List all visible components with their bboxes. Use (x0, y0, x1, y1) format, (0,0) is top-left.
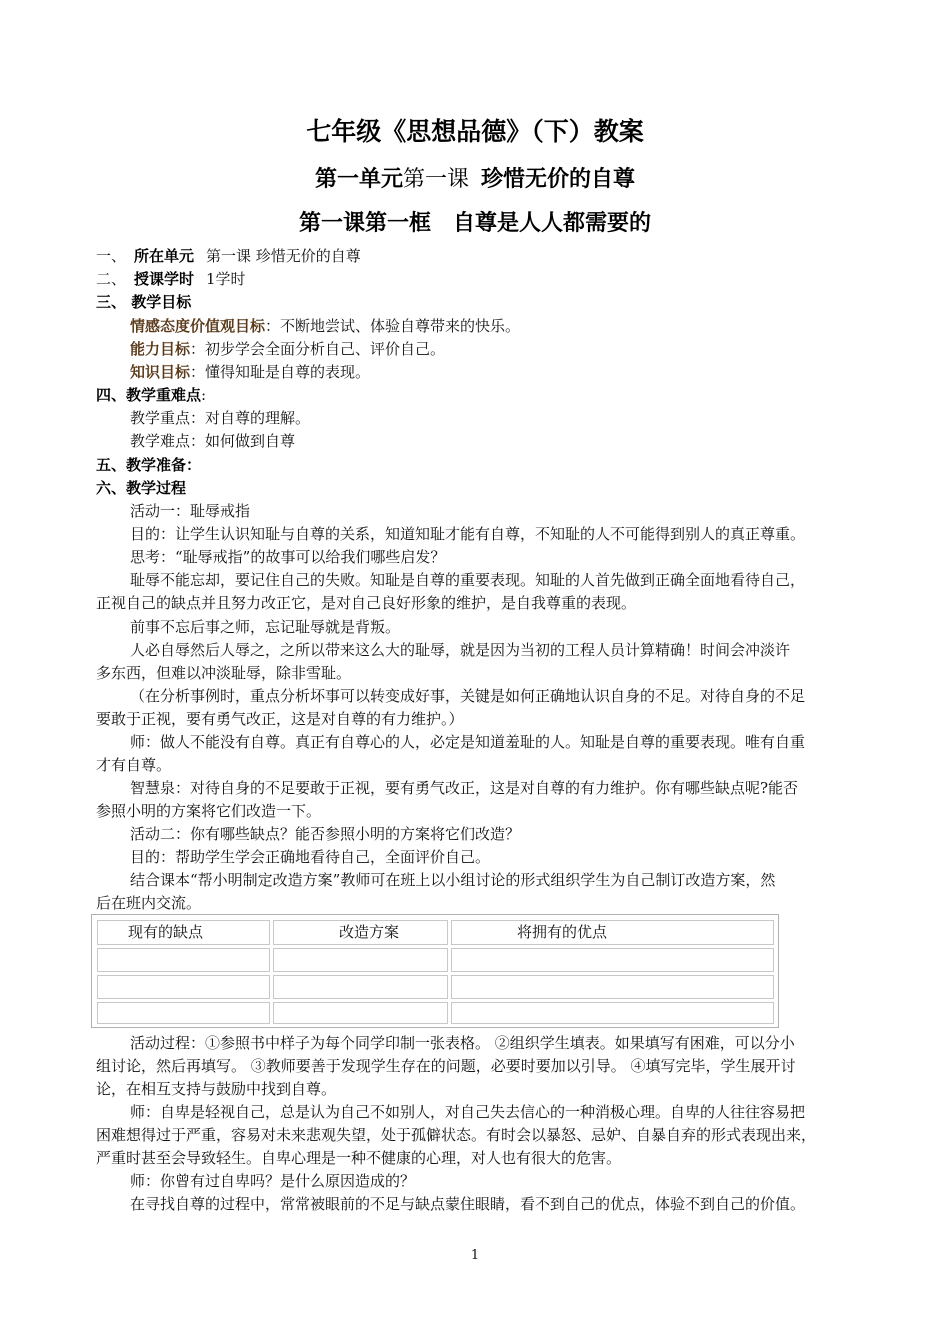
table-cell (97, 1002, 270, 1024)
item-value: 第一课 珍惜无价的自尊 (206, 247, 361, 265)
table-cell (273, 975, 448, 999)
goal-label: 知识目标 (130, 363, 191, 381)
table-cell (451, 1002, 774, 1024)
unit-title (0, 162, 950, 193)
table-cell (451, 948, 774, 972)
activity-two-title: 活动二：你有哪些缺点？能否参照小明的方案将它们改造？ (130, 825, 521, 843)
item-unit (96, 246, 361, 266)
key-point: 教学重点：对自尊的理解。 (130, 409, 311, 427)
header-strengths: 将拥有的优点 (517, 923, 608, 941)
table-cell (451, 975, 774, 999)
heading-text: 四、教学重难点 (96, 386, 202, 404)
goal-text: ：不断地尝试、体验自尊带来的快乐。 (265, 317, 521, 335)
item-number: 二、 (96, 270, 127, 288)
table-cell (97, 948, 270, 972)
table-header-cell (451, 920, 774, 945)
goal-label: 能力目标 (130, 340, 191, 358)
paragraph-line: 目的：让学生认识知耻与自尊的关系，知道知耻才能有自尊，不知耻的人不可能得到别人的真正尊重。 (130, 525, 806, 543)
paragraph-line: 后在班内交流。 (96, 894, 202, 912)
paragraph-line: 困难想得过于严重，容易对未来悲观失望，处于孤僻状态。有时会以暴怒、忌妒、自暴自弃的形式表现出来， (96, 1126, 817, 1144)
paragraph-line: 耻辱不能忘却，要记住自己的失败。知耻是自尊的重要表现。知耻的人首先做到正确全面地看待自己， (130, 571, 806, 589)
paragraph-line: 组讨论，然后再填写。 ③教师要善于发现学生存在的问题，必要时要加以引导。 ④填写完毕，学生展开讨 (96, 1057, 796, 1075)
goal-text: ：懂得知耻是自尊的表现。 (190, 363, 371, 381)
paragraph-line: 师：做人不能没有自尊。真正有自尊心的人，必定是知道羞耻的人。知耻是自尊的重要表现。唯有自重 (130, 733, 806, 751)
goal-text: ：初步学会全面分析自己、评价自己。 (190, 340, 446, 358)
heading-key-points (96, 385, 206, 405)
heading-goals: 三、 教学目标 (96, 293, 192, 311)
paragraph-line: 正视自己的缺点并且努力改正它，是对自己良好形象的维护，是自我尊重的表现。 (96, 594, 637, 612)
lesson-label: 第一课 (402, 167, 469, 192)
item-hours (96, 269, 246, 289)
heading-colon: : (201, 386, 207, 404)
paragraph-line: 人必自辱然后人辱之，之所以带来这么大的耻辱，就是因为当初的工程人员计算精确！时间会冲淡许 (130, 641, 791, 659)
item-value: 1学时 (206, 270, 246, 288)
paragraph-line: 在寻找自尊的过程中，常常被眼前的不足与缺点蒙住眼睛，看不到自己的优点，体验不到自己的价值。 (130, 1195, 806, 1213)
document-title: 七年级《思想品德》（下）教案 (306, 117, 644, 146)
paragraph-line: （在分析事例时，重点分析坏事可以转变成好事，关键是如何正确地认识自身的不足。对待自身的不足 (130, 687, 806, 705)
paragraph-line: 目的：帮助学生学会正确地看待自己，全面评价自己。 (130, 848, 491, 866)
paragraph-line: 智慧泉：对待自身的不足要敢于正视，要有勇气改正，这是对自尊的有力维护。你有哪些缺点呢?能否 (130, 779, 799, 797)
item-number: 一、 (96, 247, 127, 265)
paragraph-line: 严重时甚至会导致轻生。自卑心理是一种不健康的心理，对人也有很大的危害。 (96, 1149, 622, 1167)
paragraph-line: 师：自卑是轻视自己，总是认为自己不如别人，对自己失去信心的一种消极心理。自卑的人往往容易把 (130, 1103, 806, 1121)
table-cell (273, 1002, 448, 1024)
table-cell (273, 948, 448, 972)
heading-preparation: 五、教学准备： (96, 456, 202, 474)
unit-label: 第一单元 (314, 167, 403, 192)
paragraph-line: 多东西，但难以冲淡耻辱，除非雪耻。 (96, 664, 352, 682)
paragraph-line: 参照小明的方案将它们改造一下。 (96, 802, 322, 820)
paragraph-line: 才有自尊。 (96, 756, 172, 774)
page-number: 1 (470, 1248, 480, 1263)
lesson-name: 珍惜无价的自尊 (481, 167, 636, 192)
paragraph-line: 思考：“耻辱戒指”的故事可以给我们哪些启发？ (130, 548, 446, 566)
improvement-plan-table (91, 914, 779, 1028)
activity-one-title: 活动一：耻辱戒指 (130, 502, 251, 520)
item-label: 授课学时 (134, 270, 195, 288)
goal-knowledge (130, 362, 370, 382)
paragraph-line: 论，在相互支持与鼓励中找到自尊。 (96, 1080, 337, 1098)
heading-process: 六、教学过程 (96, 479, 187, 497)
paragraph-line: 活动过程：①参照书中样子为每个同学印制一张表格。 ②组织学生填表。如果填写有困难，可以分小 (130, 1034, 795, 1052)
header-shortcomings: 现有的缺点 (128, 923, 204, 941)
paragraph-line: 结合课本“帮小明制定改造方案”教师可在班上以小组讨论的形式组织学生为自己制订改造方案，然 (130, 871, 776, 889)
section-title: 第一课第一框 自尊是人人都需要的 (298, 211, 651, 236)
table-cell (97, 975, 270, 999)
header-plan: 改造方案 (339, 923, 400, 941)
paragraph-line: 师：你曾有过自卑吗？是什么原因造成的？ (130, 1172, 416, 1190)
goal-ability (130, 339, 445, 359)
paragraph-line: 要敢于正视，要有勇气改正，这是对自尊的有力维护。） (96, 710, 464, 728)
paragraph-line: 前事不忘后事之师，忘记耻辱就是背叛。 (130, 618, 401, 636)
item-label: 所在单元 (134, 247, 195, 265)
goal-label: 情感态度价值观目标 (130, 317, 266, 335)
difficult-point: 教学难点：如何做到自尊 (130, 432, 296, 450)
goal-emotion (130, 316, 520, 336)
